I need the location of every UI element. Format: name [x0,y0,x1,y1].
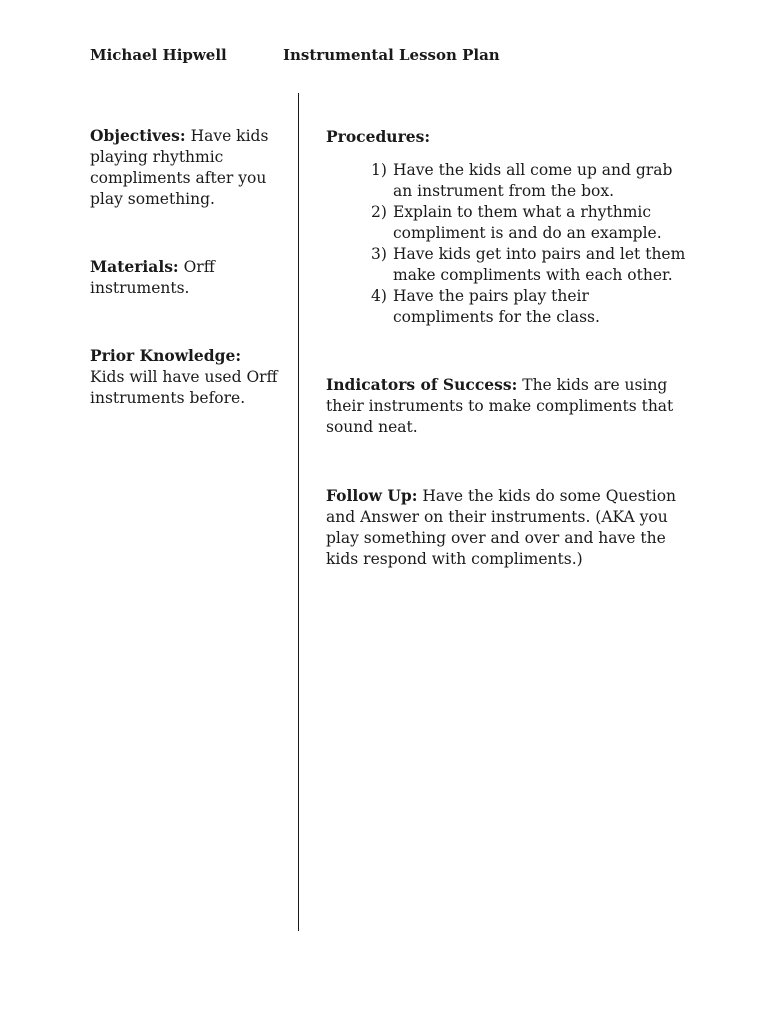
materials-text: Orff instruments. [90,258,215,297]
list-item [371,286,686,328]
objectives-label: Objectives: [90,126,186,145]
indicators-label: Indicators of Success: [326,375,518,394]
follow-up-section [326,485,686,570]
list-item [371,202,686,244]
indicators-text: The kids are using their instruments to make compliments that sound neat. [326,376,674,436]
step-number: 1) [371,161,387,179]
step-number: 2) [371,203,387,221]
step-text: Explain to them what a rhythmic compliment is and do an example. [393,203,662,242]
prior-knowledge-section [90,345,280,409]
materials-label: Materials: [90,257,179,276]
step-number: 4) [371,287,387,305]
list-item [371,160,686,202]
objectives-section [90,125,280,210]
document-title: Instrumental Lesson Plan [283,46,500,64]
procedures-list [326,160,686,328]
procedures-section [326,126,686,328]
list-item [371,244,686,286]
step-text: Have the pairs play their compliments for the class. [393,287,600,326]
prior-knowledge-text: Kids will have used Orff instruments before. [90,368,278,407]
materials-section [90,256,280,299]
objectives-text: Have kids playing rhythmic compliments after you play something. [90,127,269,208]
author-name: Michael Hipwell [90,46,227,64]
prior-knowledge-label: Prior Knowledge: [90,346,242,365]
step-text: Have the kids all come up and grab an instrument from the box. [393,161,673,200]
follow-up-text: Have the kids do some Question and Answer on their instruments. (AKA you play something over and over and have the kids respond with compliments.) [326,487,677,568]
step-number: 3) [371,245,387,263]
step-text: Have kids get into pairs and let them make compliments with each other. [393,245,686,284]
column-divider [298,93,299,931]
procedures-label: Procedures: [326,127,431,146]
indicators-section [326,374,686,438]
follow-up-label: Follow Up: [326,486,418,505]
